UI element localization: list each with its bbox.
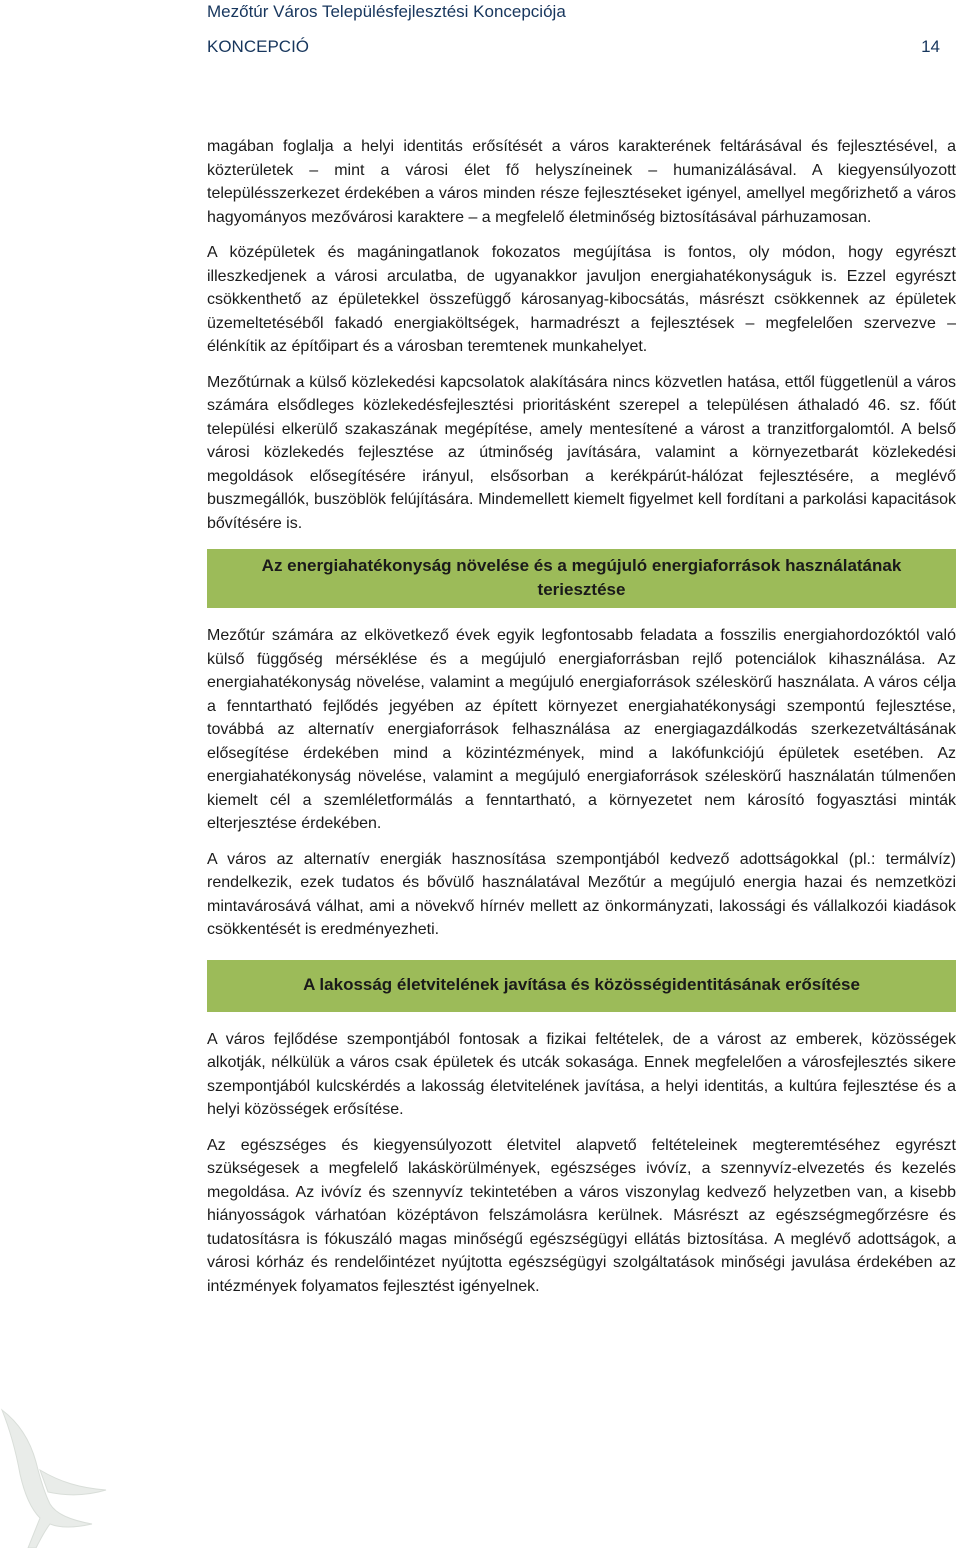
section-label: KONCEPCIÓ — [207, 37, 310, 56]
paragraph: A város fejlődése szempontjából fontosak a fizikai feltételek, de a várost az emberek, közösségek alkotják, nélkülük a város csak épületek és utcák sokasága. Ennek megfelelően a városfejlesztés sikere szempontjából kulcskérdés a lakosság életvitelének javítása, a helyi identitás, a kultúra fejlesztése és a helyi közösségek erősítése. — [207, 1030, 956, 1118]
paragraph: Mezőtúr számára az elkövetkező évek egyik legfontosabb feladata a fosszilis energiahordozóktól való külső függőség mérséklése és a megújuló energiaforrásban rejlő potenciálok kihasználása. Az energiahatékonyság növelése, valamint a megújuló energiaforrások széleskörű használata. A város célja a fenntartható fejlődés jegyében az épített környezet energiahatékonysági szempontú fejlesztése, továbbá az alternatív energiaforrások felhasználása az energiagazdálkodás szerkezetváltásának elősegítése érdekében mind a közintézmények, mind a lakófunkciójú épületek esetében. Az energiahatékonyság növelése, valamint a megújuló energiaforrások széleskörű használatán túlmenően kiemelt cél a szemléletformálás a fenntartható, a környezetet nem károsító fogyasztási minták elterjesztése érdekében. — [207, 627, 956, 832]
paragraph: A város az alternatív energiák hasznosítása szempontjából kedvező adottságokkal (pl.: termálvíz) rendelkezik, ezek tudatos és bővülő használatával Mezőtúr a megújuló energia hazai és nemzetközi mintavárosává válhat, ami a növekvő hírnév mellett az önkormányzati, lakossági és vállalkozói kiadások csökkentését is eredményezheti. — [207, 850, 956, 938]
paragraph: Mezőtúrnak a külső közlekedési kapcsolatok alakítására nincs közvetlen hatása, ettől függetlenül a város számára elsődleges közlekedésfejlesztési prioritásként szerepel a településen áthaladó 46. sz. főút települési elkerülő szakaszának megépítése, amely mentesítené a várost a tranzitforgalomtól. A belső városi közlekedés fejlesztése az útminőség javítására, valamint a környezetbarát közlekedési megoldások elősegítésére irányul, elsősorban a kerékpárút-hálózat fejlesztésére, a meglévő buszmegállók, buszöblök felújítására. Mindemellett kiemelt figyelmet kell fordítani a parkolási kapacitások bővítésére is. — [207, 373, 956, 532]
paragraph: magában foglalja a helyi identitás erősítését a város karakterének feltárásával és fejlesztésével, a közterületek – mint a városi élet fő helyszíneinek – humanizálásával. A kiegyensúlyozott településszerkezet érdekében a város minden része fejlesztéseket igényel, amellyel megőrizhető a város hagyományos mezővárosi karaktere – a megfelelő életminőség biztosításával párhuzamosan. — [207, 138, 956, 226]
section-heading-community — [207, 960, 956, 1012]
paragraph: A középületek és magáningatlanok fokozatos megújítása is fontos, oly módon, hogy egyrészt illeszkedjenek a városi arculatba, de ugyanakkor javuljon energiahatékonyságuk is. Ezzel egyrészt csökkenthető az épületekkel összefüggő károsanyag-kibocsátás, másrészt csökkennek az épületek üzemeltetéséből fakadó energiaköltségek, harmadrészt a fejlesztések – megfelelően szervezve – élénkítik az építőipart és a városban teremtenek munkahelyet. — [207, 244, 956, 355]
paragraph: Az egészséges és kiegyensúlyozott életvitel alapvető feltételeinek megteremtéséhez egyrészt szükségesek a megfelelő lakáskörülmények, egészséges ivóvíz, a szennyvíz-elvezetés és kezelés megoldása. Az ivóvíz és szennyvíz tekintetében a város viszonylag kedvező helyzetben van, a kisebb hiányosságok várhatóan középtávon felszámolásra kerülnek. Másrészt az egészségmegőrzésre és tudatosításra is fókuszáló magas minőségű egészségügyi ellátás biztosítása. A meglévő adottságok, a városi kórház és rendelőintézet nyújtotta egészségügyi szolgáltatások minőségi javulása érdekében az intézmények folyamatos fejlesztést igényelnek. — [207, 1136, 956, 1295]
document-title: Mezőtúr Város Településfejlesztési Koncepciója — [207, 2, 566, 21]
bird-logo-watermark-icon — [0, 1400, 110, 1548]
section-heading-energy: Az energiahatékonyság növelése és a megújuló energiaforrások használatának teriesztése — [207, 549, 956, 608]
document-body — [207, 135, 956, 1310]
section-heading-text: A lakosság életvitelének javítása és közösségidentitásának erősítése — [303, 974, 860, 994]
page-number: 14 — [921, 37, 940, 56]
